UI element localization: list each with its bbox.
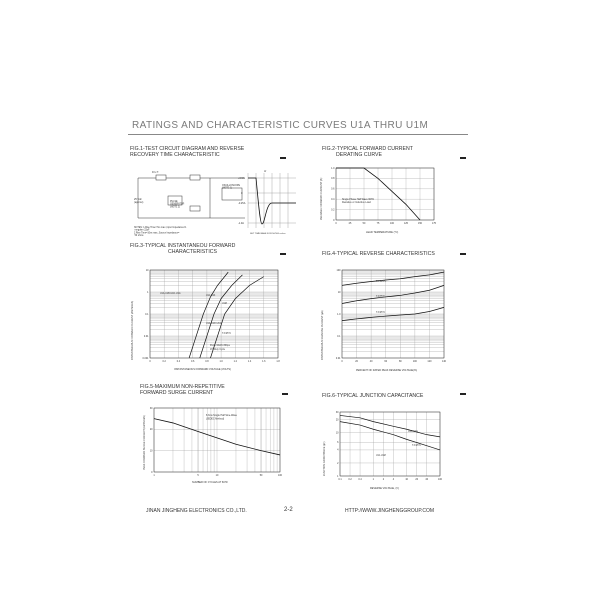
fig3-xtick-3: 0.6 (191, 360, 195, 363)
title-rule (128, 134, 468, 135)
fig1-axis: SET TIME BASE FOR 50/100 ns/cm (250, 233, 286, 235)
fig4-xlabel: PERCENT OF RATED PEAK REVERSE VOLTAGE(%) (356, 369, 418, 372)
fig3-mark (280, 253, 286, 255)
fig2-ytick-1: 0.8 (331, 177, 335, 181)
fig6-mark (460, 393, 466, 395)
fig4-ytick-2: 1.0 (337, 312, 341, 316)
fig1-caption (130, 146, 244, 158)
fig6-curve-label-2: U1J-U1M (376, 455, 386, 457)
fig5-xtick-3: 50 (259, 474, 263, 477)
fig6-xtick-9: 100 (438, 478, 442, 481)
fig2-annotation2: Resistive or Inductive Load (342, 201, 371, 204)
fig2-xtick-2: 50 (362, 222, 366, 225)
fig3-curve-label-4: U1A-U1D-U1G (206, 323, 222, 325)
fig6-xtick-4: 2 (382, 478, 385, 481)
fig5-ytick-3: 0 (151, 470, 153, 474)
fig2-caption-line1: FIG.2-TYPICAL FORWARD CURRENT (322, 146, 413, 152)
fig6-ytick-2: 10 (335, 431, 339, 435)
fig1-caption-line1: FIG.1-TEST CIRCUIT DIAGRAM AND REVERSE (130, 146, 245, 152)
fig1-v-label: 25 Vdc (approx) (134, 198, 144, 204)
fig4-xtick-0: 0 (341, 360, 343, 363)
fig3-xtick-7: 1.4 (247, 360, 252, 363)
fig3-annotation1: Pulse Width=300μs (210, 345, 230, 347)
fig5-annotation2: (JEDEC Method) (206, 417, 225, 421)
fig3-curve-label-3: U1M (222, 303, 227, 305)
fig4-xtick-1: 20 (355, 360, 358, 363)
fig3-caption (130, 243, 235, 255)
fig6-chart (316, 406, 456, 496)
fig2-ytick-4: 0.2 (331, 208, 335, 212)
fig6-curve-label-3: TJ=25°C (412, 445, 422, 447)
fig2-xtick-5: 125 (404, 222, 408, 225)
fig6-ytick-3: 6 (337, 441, 339, 445)
fig4-xtick-4: 80 (398, 360, 402, 363)
fig6-ytick-6: 1 (337, 474, 339, 478)
fig5-xtick-0: 1 (153, 474, 155, 477)
footer-company: JINAN JINGHENG ELECTRONICS CO.,LTD. (146, 508, 247, 514)
fig5-xlabel: NUMBER OF CYCLES AT 60Hz (192, 481, 228, 484)
fig6-xlabel: REVERSE VOLTAGE, (V) (370, 487, 399, 490)
fig3-xtick-9: 1.8 (276, 360, 280, 363)
fig1-caption-line2: RECOVERY TIME CHARACTERISTIC (130, 152, 220, 158)
fig3-caption-line1: FIG.3-TYPICAL INSTANTANEOU FORWARD (130, 243, 236, 249)
fig2-ytick-3: 0.4 (331, 198, 335, 201)
fig3-ytick-1: 1 (147, 290, 149, 294)
fig3-caption-line2: CHARACTERISTICS (168, 249, 217, 255)
fig3-ylabel: INSTANTANEOUS FORWARD CURRENT (AMPERES) (131, 300, 134, 360)
fig4-caption: FIG.4-TYPICAL REVERSE CHARACTERISTICS (322, 251, 435, 257)
fig2-xtick-1: 25 (348, 222, 352, 225)
fig3-xtick-6: 1.2 (233, 360, 237, 363)
fig6-caption: FIG.6-TYPICAL JUNCTION CAPACITANCE (322, 393, 424, 399)
fig1-i2: 0 (241, 192, 243, 195)
fig4-xtick-6: 120 (427, 360, 432, 363)
fig3-annotation2: 1% Duty Cycle (210, 349, 226, 351)
fig5-annotation1: 8.3ms Single Half Sine-Wave (206, 414, 238, 417)
fig4-ytick-0: 100 (336, 268, 341, 272)
fig4-curve-label-2: TJ=75°C (376, 296, 386, 298)
fig6-ylabel: JUNCTION CAPACITANCE (pF) (323, 441, 326, 476)
fig2-xlabel: LEAD TEMPERATURE (°C) (366, 231, 399, 234)
fig3-ytick-2: 0.1 (145, 312, 149, 316)
fig2-caption-line2: DERATING CURVE (336, 152, 382, 158)
footer-website: HTTP://WWW.JINGHENGGROUP.COM (345, 508, 435, 514)
fig3-xtick-1: 0.2 (162, 360, 166, 363)
fig5-caption-line2: FORWARD SURGE CURRENT (140, 390, 214, 396)
fig2-mark (460, 157, 466, 159)
fig2-xtick-7: 175 (432, 222, 436, 225)
fig4-mark (460, 253, 466, 255)
fig6-xtick-8: 40 (425, 478, 429, 481)
fig5-xtick-2: 10 (215, 474, 219, 477)
fig3-curve-label-2: U1J-U1K (206, 295, 216, 297)
fig6-xtick-3: 1 (372, 478, 375, 481)
fig6-ytick-1: 20 (335, 418, 339, 422)
fig5-ytick-1: 20 (149, 428, 153, 432)
fig1-trr-chart (238, 168, 302, 238)
fig2-ytick-5: 0 (333, 218, 335, 222)
fig5-mark (282, 393, 288, 395)
fig6-xtick-0: 0.1 (338, 478, 342, 481)
fig3-xtick-0: 0 (149, 360, 151, 363)
fig2-xtick-4: 100 (390, 222, 394, 225)
fig1-i4: -1.0A (238, 222, 244, 225)
fig6-xtick-5: 4 (392, 478, 395, 481)
fig5-caption-line1: FIG.5-MAXIMUM NON-REPETITIVE (140, 384, 225, 390)
fig3-ytick-4: 0.001 (142, 356, 149, 360)
fig2-ylabel: AVERAGE FORWARD CURRENT (A) (320, 177, 323, 220)
fig1-mark (280, 157, 286, 159)
fig4-xtick-5: 100 (412, 360, 417, 363)
fig2-caption (322, 146, 413, 158)
fig4-xtick-2: 40 (369, 360, 373, 363)
fig4-curve-label-1: TJ=125°C (376, 281, 387, 283)
fig3-xtick-8: 1.6 (262, 360, 266, 363)
fig4-chart (316, 264, 456, 374)
fig1-i3: -0.25A (238, 202, 246, 205)
fig2-chart (316, 162, 446, 238)
fig3-curve-label-5: TJ=25°C (222, 333, 232, 335)
fig6-xtick-1: 0.2 (348, 478, 352, 481)
footer-page-number: 2-2 (284, 507, 293, 513)
fig1-notes: NOTES: 1.Rise Time=7ns max.,Input Impedance=1 megohm 22pF 2.Rise Time=10ns max.,Source Impedance= 50 ohms (134, 227, 187, 237)
fig6-ytick-0: 30 (335, 410, 339, 414)
fig5-chart (136, 402, 296, 488)
page-title: RATINGS AND CHARACTERISTIC CURVES U1A THRU U1M (132, 120, 429, 131)
fig2-ytick-0: 1.0 (331, 166, 335, 170)
fig3-ytick-3: 0.01 (143, 334, 149, 338)
fig6-ytick-4: 4 (337, 448, 339, 452)
fig1-scope-label: OSCILLOSCOPE (NOTE 1) (222, 185, 240, 190)
fig3-chart (126, 262, 296, 372)
fig5-xtick-4: 100 (278, 474, 282, 477)
fig2-xtick-6: 150 (418, 222, 422, 225)
fig5-ytick-0: 30 (149, 406, 153, 410)
fig4-ylabel: INSTANTANEOUS REVERSE CURRENT (μA) (321, 310, 324, 360)
fig3-xtick-5: 1.0 (219, 360, 223, 363)
fig3-ytick-0: 10 (145, 268, 149, 272)
fig5-ylabel: PEAK FORWARD SURGE CURRENT (AMPERES) (143, 415, 146, 470)
fig5-caption (140, 384, 225, 396)
fig1-i1: +0.5A (238, 177, 245, 180)
fig5-ytick-2: 10 (149, 449, 153, 453)
fig3-xtick-2: 0.4 (176, 360, 181, 363)
fig3-curve-label-1: U1A-U1B-U1D-U1G (160, 293, 181, 295)
fig3-xlabel: INSTANTANEOUS FORWARD VOLTAGE (VOLTS) (174, 368, 231, 371)
fig4-ytick-1: 10 (337, 290, 341, 294)
fig4-curve-label-3: TJ=25°C (376, 312, 386, 314)
fig6-curve-label-1: U1A-U1G (408, 431, 418, 433)
fig1-pulse-label: PULSE GENERATOR (NOTE 2) (170, 201, 185, 209)
fig1-r1-label: D.U.T. (152, 171, 159, 174)
fig6-xtick-7: 20 (415, 478, 419, 481)
fig2-annotation1: Single Phase Half Wave 60Hz (342, 198, 374, 201)
fig6-xtick-2: 0.4 (358, 478, 362, 481)
fig2-xtick-0: 0 (335, 222, 337, 225)
fig1-trr: trr (264, 170, 267, 173)
fig4-ytick-3: 0.1 (337, 334, 341, 338)
fig6-ytick-5: 2 (337, 461, 339, 465)
fig4-xtick-7: 140 (442, 360, 446, 363)
fig2-xtick-3: 75 (376, 222, 380, 225)
fig4-xtick-3: 60 (384, 360, 388, 363)
fig6-xtick-6: 10 (405, 478, 409, 481)
fig5-xtick-1: 5 (197, 474, 199, 477)
fig4-ytick-4: 0.01 (335, 356, 341, 360)
fig3-xtick-4: 0.8 (205, 360, 209, 363)
fig2-ytick-2: 0.6 (331, 187, 335, 191)
